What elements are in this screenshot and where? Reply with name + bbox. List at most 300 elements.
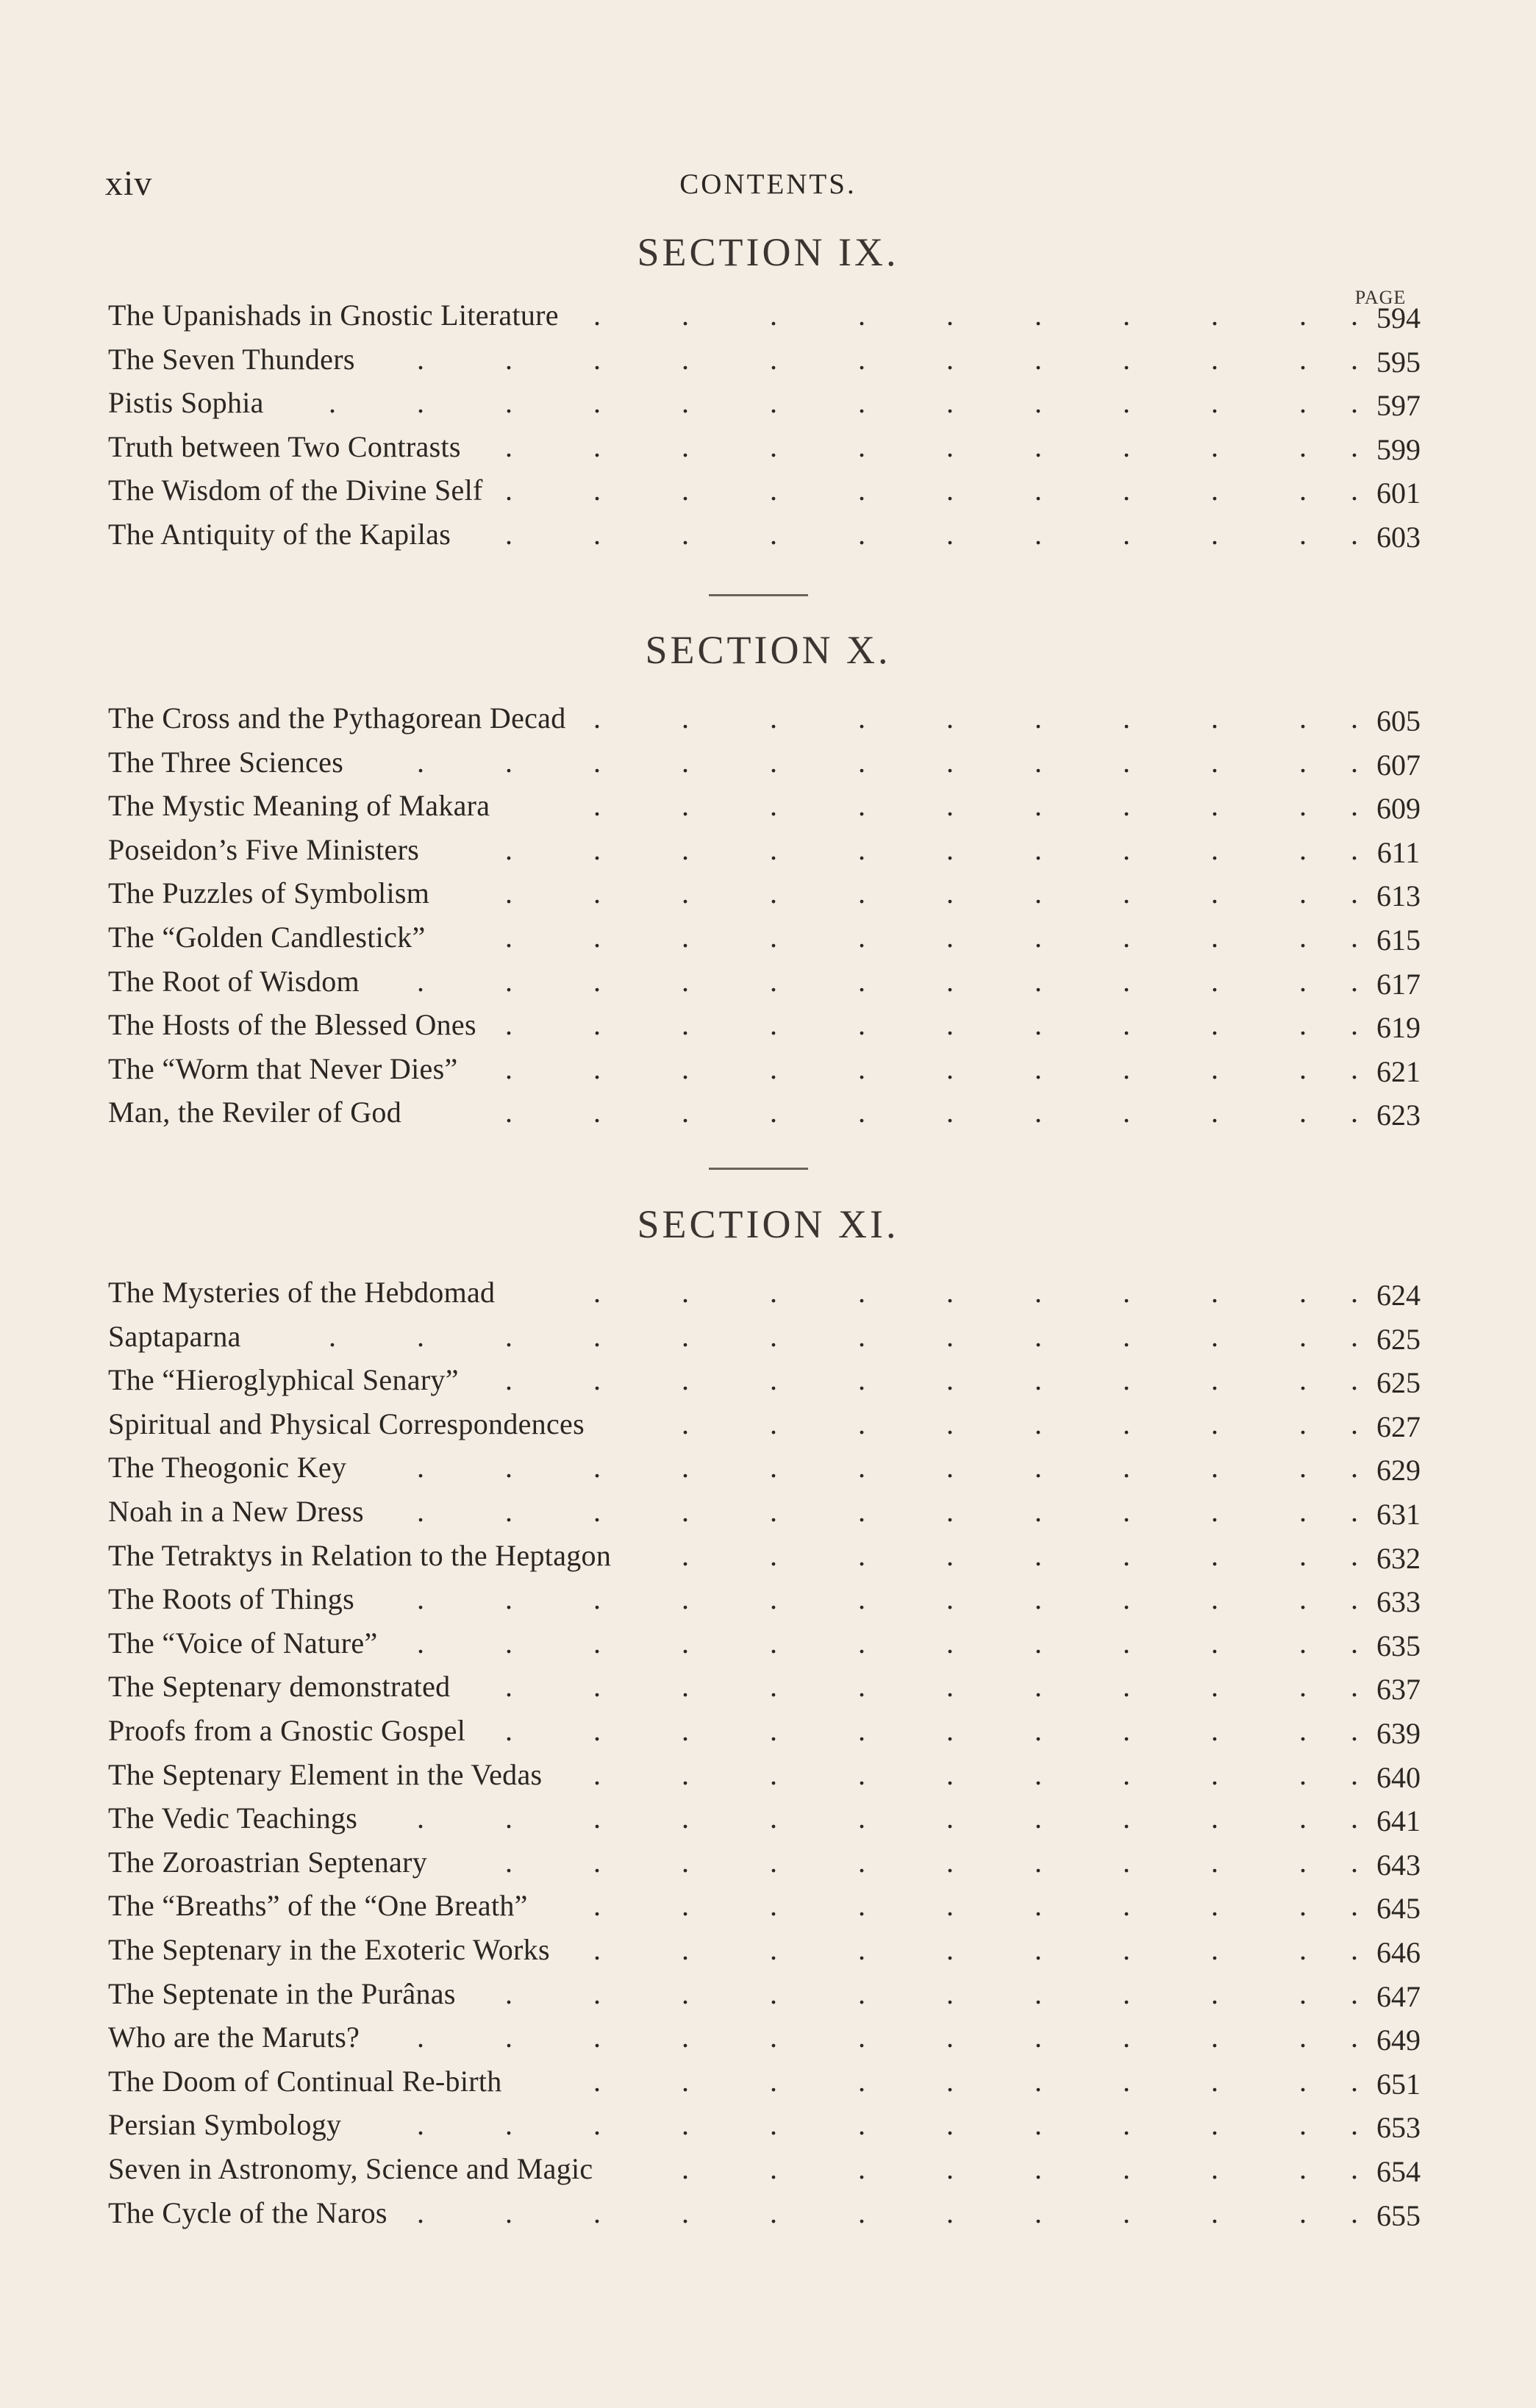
leader-dot: .: [682, 701, 689, 735]
leader-dot: .: [1035, 1801, 1042, 1835]
entry-title: The Hosts of the Blessed Ones: [108, 1008, 476, 1042]
leader-dot: .: [770, 1407, 777, 1440]
toc-entry: [108, 342, 1432, 386]
leader-dot: .: [1351, 1407, 1358, 1440]
toc-entry: [108, 2064, 1432, 2108]
leader-dot: .: [946, 1495, 954, 1528]
leader-dot: .: [858, 1276, 865, 1309]
leader-dot: .: [770, 1276, 777, 1309]
toc-entry: [108, 1976, 1432, 2021]
leader-dot: .: [593, 518, 601, 551]
leader-dot: .: [858, 1582, 865, 1616]
entry-page-number: 633: [1376, 1585, 1421, 1619]
leader-dot: .: [1211, 1495, 1218, 1528]
leader-dot: .: [770, 386, 777, 420]
leader-dot: .: [946, 832, 954, 866]
leader-dot: .: [1299, 1801, 1307, 1835]
leader-dot: .: [1351, 789, 1358, 823]
leader-dot: .: [1211, 832, 1218, 866]
entry-title: Seven in Astronomy, Science and Magic: [108, 2152, 593, 2185]
entry-page-number: 635: [1376, 1629, 1421, 1662]
leader-dot: .: [858, 964, 865, 998]
section-heading: SECTION XI.: [637, 1202, 899, 1246]
leader-dot: .: [770, 1582, 777, 1616]
leader-dot: .: [1211, 1845, 1218, 1879]
leader-dot: .: [770, 2108, 777, 2142]
entry-page-number: 597: [1376, 389, 1421, 423]
leader-dot: .: [682, 2152, 689, 2185]
toc-entry: [108, 429, 1432, 474]
leader-dot: .: [1351, 1495, 1358, 1528]
leader-dot: .: [593, 2021, 601, 2054]
leader-dot: .: [1299, 1008, 1307, 1042]
leader-dot: .: [858, 2021, 865, 2054]
entry-page-number: 653: [1376, 2111, 1421, 2145]
leader-dot: .: [682, 1670, 689, 1704]
entry-page-number: 613: [1376, 879, 1421, 913]
leader-dot: .: [505, 2108, 512, 2142]
leader-dot: .: [1123, 1976, 1130, 2010]
toc-entry: [108, 1757, 1432, 1801]
entry-page-number: 654: [1376, 2155, 1421, 2188]
entry-title: Pistis Sophia: [108, 386, 264, 420]
leader-dot: .: [1211, 1933, 1218, 1966]
entry-title: Who are the Maruts?: [108, 2021, 360, 2054]
leader-dot: .: [1123, 2152, 1130, 2185]
entry-page-number: 619: [1376, 1011, 1421, 1045]
leader-dot: .: [1035, 1319, 1042, 1353]
leader-dot: .: [593, 342, 601, 376]
leader-dot: .: [1211, 299, 1218, 332]
leader-dot: .: [1123, 299, 1130, 332]
leader-dot: .: [858, 789, 865, 823]
leader-dot: .: [1211, 474, 1218, 507]
leader-dot: .: [1299, 964, 1307, 998]
section-heading: SECTION IX.: [637, 230, 899, 274]
leader-dot: .: [946, 1538, 954, 1572]
leader-dot: .: [1351, 2064, 1358, 2098]
leader-dot: .: [1351, 429, 1358, 463]
entry-title: Truth between Two Contrasts: [108, 429, 461, 463]
leader-dot: .: [1351, 1757, 1358, 1791]
leader-dot: .: [682, 2021, 689, 2054]
entry-page-number: 645: [1376, 1892, 1421, 1926]
leader-dot: .: [417, 1319, 424, 1353]
leader-dot: .: [505, 342, 512, 376]
leader-dot: .: [770, 2196, 777, 2229]
toc-entry: [108, 1538, 1432, 1582]
entry-title: The Mystic Meaning of Makara: [108, 789, 490, 823]
leader-dot: .: [858, 299, 865, 332]
leader-dot: .: [417, 1582, 424, 1616]
leader-dot: .: [1123, 2064, 1130, 2098]
leader-dot: .: [770, 832, 777, 866]
entry-page-number: 594: [1376, 301, 1421, 335]
entry-title: The Theogonic Key: [108, 1451, 347, 1485]
leader-dot: .: [593, 1626, 601, 1659]
leader-dot: .: [1299, 1407, 1307, 1440]
leader-dot: .: [1123, 1495, 1130, 1528]
entry-page-number: 649: [1376, 2023, 1421, 2057]
leader-dot: .: [858, 474, 865, 507]
leader-dot: .: [682, 2108, 689, 2142]
leader-dot: .: [682, 1757, 689, 1791]
page-column-label: PAGE: [1354, 287, 1407, 308]
leader-dot: .: [682, 299, 689, 332]
leader-dot: .: [1211, 1976, 1218, 2010]
leader-dot: .: [770, 1626, 777, 1659]
leader-dot: .: [1035, 832, 1042, 866]
leader-dot: .: [858, 342, 865, 376]
leader-dot: .: [1211, 1008, 1218, 1042]
leader-dot: .: [1123, 2108, 1130, 2142]
leader-dot: .: [505, 386, 512, 420]
leader-dot: .: [1123, 1801, 1130, 1835]
leader-dot: .: [1211, 745, 1218, 779]
leader-dot: .: [1299, 1670, 1307, 1704]
leader-dot: .: [946, 964, 954, 998]
entry-title: Noah in a New Dress: [108, 1495, 364, 1528]
leader-dot: .: [858, 429, 865, 463]
leader-dot: .: [1351, 1451, 1358, 1485]
leader-dot: .: [505, 1714, 512, 1747]
leader-dot: .: [1123, 745, 1130, 779]
leader-dot: .: [1351, 1845, 1358, 1879]
leader-dot: .: [858, 921, 865, 954]
leader-dot: .: [505, 964, 512, 998]
entry-title: Spiritual and Physical Correspondences: [108, 1407, 585, 1440]
leader-dot: .: [593, 789, 601, 823]
leader-dot: .: [1299, 1845, 1307, 1879]
leader-dot: .: [593, 429, 601, 463]
entry-page-number: 639: [1376, 1717, 1421, 1750]
toc-entry: [108, 517, 1432, 561]
toc-entry: [108, 1845, 1432, 1889]
leader-dot: .: [1351, 1714, 1358, 1747]
toc-entry: [108, 1932, 1432, 1976]
leader-dot: .: [417, 2196, 424, 2229]
leader-dot: .: [1299, 1626, 1307, 1659]
leader-dot: .: [1351, 1319, 1358, 1353]
leader-dot: .: [505, 1495, 512, 1528]
leader-dot: .: [505, 1363, 512, 1397]
leader-dot: .: [593, 1051, 601, 1085]
leader-dot: .: [593, 1319, 601, 1353]
leader-dot: .: [858, 1976, 865, 2010]
leader-dot: .: [1351, 1008, 1358, 1042]
toc-entry: [108, 1095, 1432, 1139]
leader-dot: .: [1351, 1976, 1358, 2010]
leader-dot: .: [858, 1801, 865, 1835]
leader-dot: .: [946, 1451, 954, 1485]
leader-dot: .: [1123, 386, 1130, 420]
toc-entry: [108, 385, 1432, 429]
leader-dot: .: [770, 2064, 777, 2098]
leader-dot: .: [1123, 1889, 1130, 1923]
leader-dot: .: [682, 1495, 689, 1528]
leader-dot: .: [1299, 701, 1307, 735]
leader-dot: .: [1035, 1538, 1042, 1572]
leader-dot: .: [593, 832, 601, 866]
leader-dot: .: [1035, 2021, 1042, 2054]
leader-dot: .: [770, 1008, 777, 1042]
leader-dot: .: [1211, 964, 1218, 998]
entry-page-number: 631: [1376, 1498, 1421, 1531]
leader-dot: .: [1211, 1670, 1218, 1704]
entry-page-number: 655: [1376, 2198, 1421, 2232]
leader-dot: .: [505, 2196, 512, 2229]
leader-dot: .: [770, 1801, 777, 1835]
leader-dot: .: [770, 1714, 777, 1747]
leader-dot: .: [1035, 1495, 1042, 1528]
leader-dot: .: [505, 2021, 512, 2054]
leader-dot: .: [1211, 1714, 1218, 1747]
leader-dot: .: [682, 1276, 689, 1309]
leader-dot: .: [1211, 1801, 1218, 1835]
leader-dot: .: [682, 1976, 689, 2010]
entry-title: The Septenary demonstrated: [108, 1670, 451, 1704]
leader-dot: .: [946, 1757, 954, 1791]
leader-dot: .: [505, 1451, 512, 1485]
leader-dot: .: [1123, 1626, 1130, 1659]
leader-dot: .: [1211, 1407, 1218, 1440]
leader-dot: .: [946, 1801, 954, 1835]
leader-dot: .: [858, 2108, 865, 2142]
leader-dot: .: [1351, 2196, 1358, 2229]
leader-dot: .: [770, 789, 777, 823]
leader-dot: .: [1299, 1096, 1307, 1129]
leader-dot: .: [1035, 1626, 1042, 1659]
leader-dot: .: [1299, 1757, 1307, 1791]
leader-dot: .: [858, 518, 865, 551]
entry-title: The Vedic Teachings: [108, 1801, 358, 1835]
leader-dot: .: [1299, 429, 1307, 463]
leader-dot: .: [1351, 474, 1358, 507]
leader-dot: .: [1123, 2021, 1130, 2054]
leader-dot: .: [1351, 2021, 1358, 2054]
leader-dot: .: [1123, 1933, 1130, 1966]
leader-dot: .: [593, 1276, 601, 1309]
leader-dot: .: [593, 1096, 601, 1129]
leader-dot: .: [1035, 342, 1042, 376]
leader-dot: .: [1123, 964, 1130, 998]
leader-dot: .: [946, 474, 954, 507]
leader-dot: .: [1123, 342, 1130, 376]
leader-dot: .: [858, 2152, 865, 2185]
entry-title: The “Breaths” of the “One Breath”: [108, 1889, 528, 1923]
leader-dot: .: [770, 429, 777, 463]
leader-dot: .: [593, 876, 601, 910]
leader-dot: .: [858, 1319, 865, 1353]
leader-dot: .: [505, 1008, 512, 1042]
leader-dot: .: [946, 1976, 954, 2010]
leader-dot: .: [770, 1933, 777, 1966]
leader-dot: .: [682, 429, 689, 463]
leader-dot: .: [1299, 921, 1307, 954]
entry-title: The Mysteries of the Hebdomad: [108, 1276, 496, 1309]
leader-dot: .: [593, 2196, 601, 2229]
leader-dot: .: [1211, 701, 1218, 735]
leader-dot: .: [329, 1319, 336, 1353]
entry-title: The Roots of Things: [108, 1582, 354, 1616]
leader-dot: .: [770, 1976, 777, 2010]
entry-title: The Cycle of the Naros: [108, 2196, 387, 2229]
leader-dot: .: [1299, 1051, 1307, 1085]
leader-dot: .: [946, 1670, 954, 1704]
entry-page-number: 607: [1376, 748, 1421, 782]
leader-dot: .: [946, 1889, 954, 1923]
leader-dot: .: [682, 1363, 689, 1397]
leader-dot: .: [946, 1933, 954, 1966]
leader-dot: .: [593, 1801, 601, 1835]
leader-dot: .: [1035, 2064, 1042, 2098]
entry-title: The “Voice of Nature”: [108, 1626, 378, 1659]
leader-dot: .: [1123, 701, 1130, 735]
leader-dot: .: [1035, 429, 1042, 463]
leader-dot: .: [946, 876, 954, 910]
leader-dot: .: [1299, 876, 1307, 910]
leader-dot: .: [682, 921, 689, 954]
leader-dot: .: [505, 1319, 512, 1353]
leader-dot: .: [770, 1051, 777, 1085]
leader-dot: .: [1351, 964, 1358, 998]
leader-dot: .: [1211, 789, 1218, 823]
leader-dot: .: [1211, 386, 1218, 420]
leader-dot: .: [1299, 2021, 1307, 2054]
leader-dot: .: [593, 1670, 601, 1704]
section-divider: [709, 594, 808, 596]
leader-dot: .: [682, 1626, 689, 1659]
entry-title: Persian Symbology: [108, 2108, 342, 2142]
leader-dot: .: [593, 1451, 601, 1485]
entry-page-number: 647: [1376, 1979, 1421, 2013]
toc-entry: [108, 1450, 1432, 1494]
leader-dot: .: [1123, 1538, 1130, 1572]
toc-entry: [108, 745, 1432, 789]
entry-page-number: 629: [1376, 1454, 1421, 1487]
leader-dot: .: [682, 1319, 689, 1353]
entry-page-number: 643: [1376, 1848, 1421, 1882]
leader-dot: .: [682, 1051, 689, 1085]
leader-dot: .: [1351, 2108, 1358, 2142]
entry-page-number: 617: [1376, 967, 1421, 1001]
leader-dot: .: [1035, 1670, 1042, 1704]
leader-dot: .: [946, 429, 954, 463]
leader-dot: .: [1035, 1933, 1042, 1966]
leader-dot: .: [1035, 299, 1042, 332]
leader-dot: .: [858, 1889, 865, 1923]
leader-dot: .: [1351, 1626, 1358, 1659]
leader-dot: .: [946, 1051, 954, 1085]
entry-page-number: 601: [1376, 476, 1421, 510]
leader-dot: .: [682, 964, 689, 998]
entry-page-number: 632: [1376, 1541, 1421, 1575]
toc-entry: [108, 2107, 1432, 2151]
toc-entry: [108, 1494, 1432, 1538]
leader-dot: .: [1211, 876, 1218, 910]
leader-dot: .: [1211, 342, 1218, 376]
leader-dot: .: [593, 1008, 601, 1042]
leader-dot: .: [770, 964, 777, 998]
toc-entry: [108, 298, 1432, 342]
leader-dot: .: [1123, 832, 1130, 866]
leader-dot: .: [946, 386, 954, 420]
entry-title: The Cross and the Pythagorean Decad: [108, 701, 566, 735]
toc-entry: [108, 1007, 1432, 1051]
leader-dot: .: [1035, 518, 1042, 551]
leader-dot: .: [1351, 1582, 1358, 1616]
leader-dot: .: [682, 1008, 689, 1042]
leader-dot: .: [593, 1495, 601, 1528]
leader-dot: .: [858, 1670, 865, 1704]
leader-dot: .: [1211, 1889, 1218, 1923]
toc-entry: [108, 1319, 1432, 1363]
leader-dot: .: [946, 342, 954, 376]
leader-dot: .: [858, 1407, 865, 1440]
entry-title: The Seven Thunders: [108, 342, 355, 376]
leader-dot: .: [1211, 2021, 1218, 2054]
leader-dot: .: [1211, 518, 1218, 551]
toc-entry: [108, 1669, 1432, 1713]
leader-dot: .: [1299, 518, 1307, 551]
leader-dot: .: [593, 1757, 601, 1791]
leader-dot: .: [946, 2064, 954, 2098]
leader-dot: .: [1123, 1714, 1130, 1747]
leader-dot: .: [1035, 1407, 1042, 1440]
leader-dot: .: [1299, 1933, 1307, 1966]
leader-dot: .: [858, 832, 865, 866]
toc-entry: [108, 920, 1432, 964]
leader-dot: .: [1299, 386, 1307, 420]
leader-dot: .: [1351, 299, 1358, 332]
leader-dot: .: [1351, 386, 1358, 420]
leader-dot: .: [1351, 518, 1358, 551]
leader-dot: .: [858, 386, 865, 420]
leader-dot: .: [1035, 1845, 1042, 1879]
leader-dot: .: [946, 2196, 954, 2229]
leader-dot: .: [1123, 1670, 1130, 1704]
leader-dot: .: [1351, 1801, 1358, 1835]
toc-entry: [108, 1888, 1432, 1932]
leader-dot: .: [1299, 2196, 1307, 2229]
toc-entry: [108, 1275, 1432, 1319]
leader-dot: .: [1123, 1051, 1130, 1085]
leader-dot: .: [1123, 1276, 1130, 1309]
leader-dot: .: [1035, 1096, 1042, 1129]
leader-dot: .: [858, 1051, 865, 1085]
leader-dot: .: [1123, 876, 1130, 910]
leader-dot: .: [1123, 429, 1130, 463]
entry-title: The Septenary in the Exoteric Works: [108, 1933, 550, 1966]
leader-dot: .: [1035, 474, 1042, 507]
leader-dot: .: [329, 386, 336, 420]
leader-dot: .: [770, 1757, 777, 1791]
leader-dot: .: [858, 1495, 865, 1528]
leader-dot: .: [1351, 1933, 1358, 1966]
leader-dot: .: [1299, 342, 1307, 376]
leader-dot: .: [682, 1096, 689, 1129]
leader-dot: .: [1211, 1757, 1218, 1791]
toc-entry: [108, 876, 1432, 920]
leader-dot: .: [505, 921, 512, 954]
leader-dot: .: [1035, 1714, 1042, 1747]
leader-dot: .: [682, 342, 689, 376]
leader-dot: .: [770, 342, 777, 376]
leader-dot: .: [858, 745, 865, 779]
leader-dot: .: [1299, 1889, 1307, 1923]
toc-entry: [108, 473, 1432, 517]
leader-dot: .: [1351, 745, 1358, 779]
